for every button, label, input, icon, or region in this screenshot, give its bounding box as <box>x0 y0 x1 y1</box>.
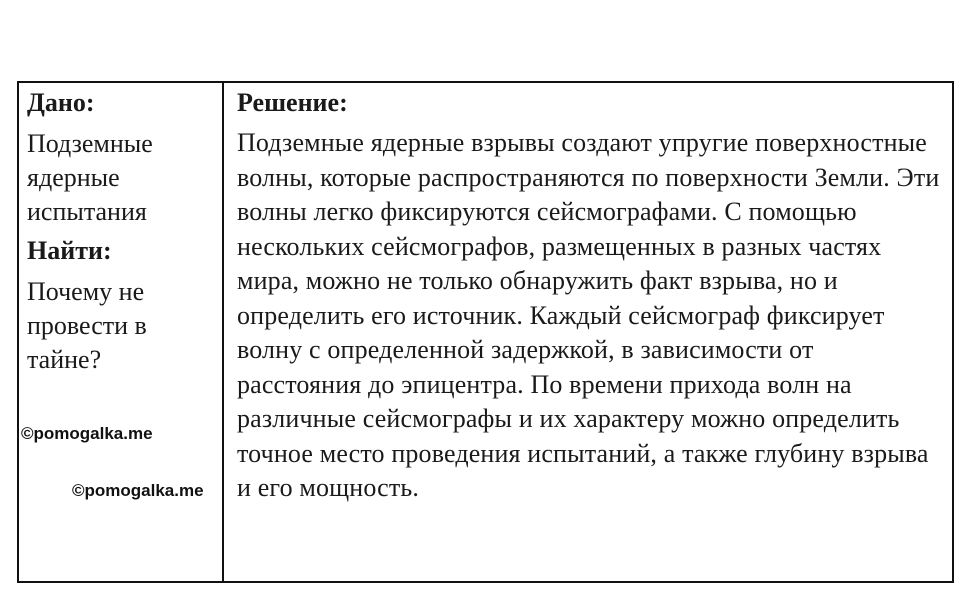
solution-heading: Решение: <box>237 88 348 117</box>
find-heading: Найти: <box>27 236 112 265</box>
solution-column <box>224 83 952 581</box>
given-text: Подземные ядерные испытания <box>27 129 153 226</box>
watermark: ©pomogalka.me <box>21 424 153 443</box>
given-heading: Дано: <box>27 88 95 117</box>
task-table <box>17 81 954 583</box>
solution-text: Подземные ядерные взрывы создают упругие поверхностные волны, которые распространяются по поверхности Земли. Эти волны легко фиксируются сейсмографами. С помощью нескольких сейсмографов, размещенных в разных частях мира, можно не только обнаружить факт взрыва, но и определить его источник. Каждый сейсмограф фиксирует волну с определенной задержкой, в зависимости от расстояния до эпицентра. По времени прихода волн на различные сейсмографы и их характеру можно определить точное место проведения испытаний, а также глубину взрыва и его мощность. <box>237 128 940 502</box>
watermark: ©pomogalka.me <box>72 481 204 500</box>
given-column <box>19 83 224 581</box>
find-text: Почему не провести в тайне? <box>27 277 147 374</box>
